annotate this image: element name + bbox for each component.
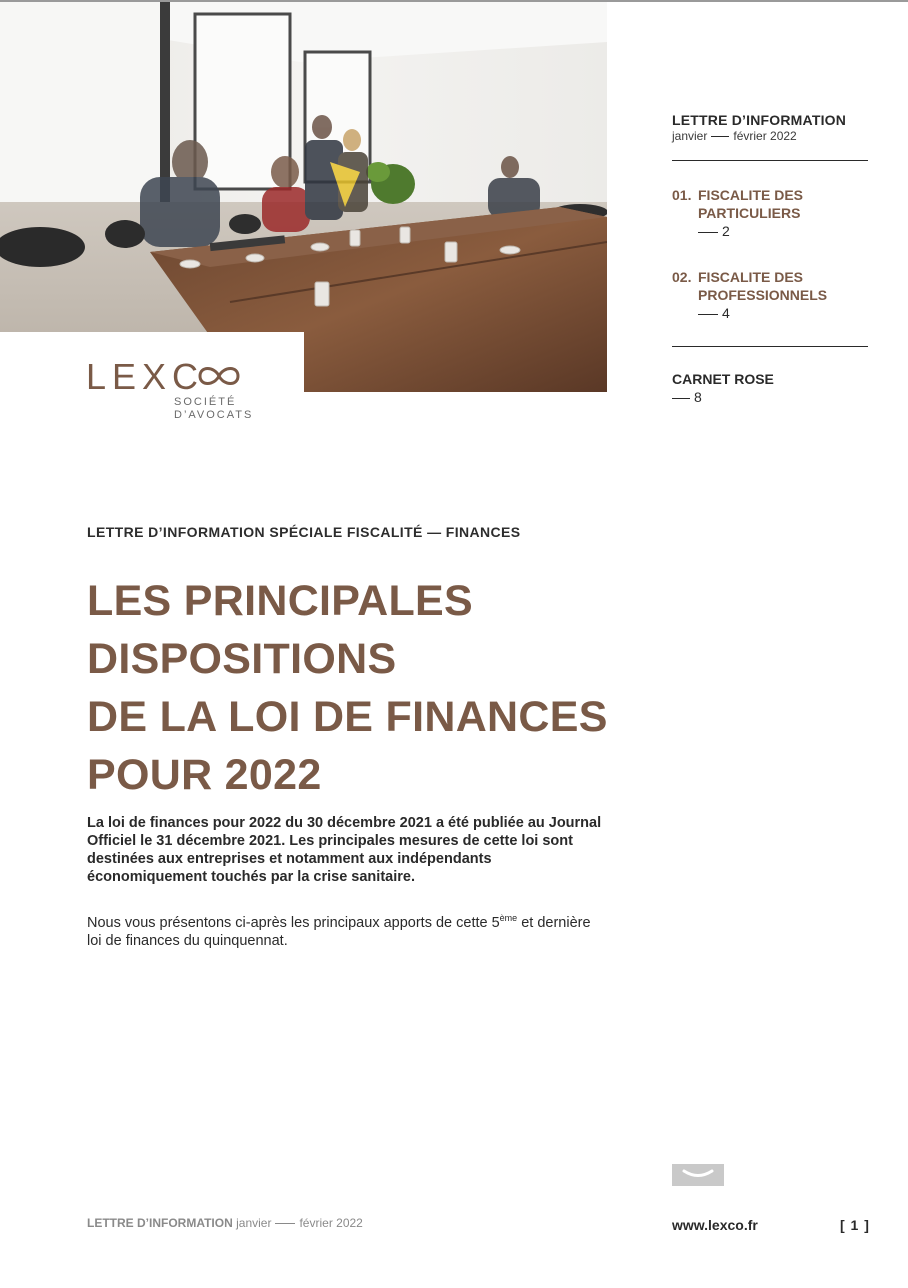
page-title xyxy=(87,572,647,804)
title-line: LES PRINCIPALES xyxy=(87,577,473,625)
toc-item-page-number: 8 xyxy=(694,389,702,405)
toc-item-page xyxy=(672,388,702,406)
toc-item-carnet-rose[interactable]: CARNET ROSE xyxy=(672,371,774,387)
toc-item-page xyxy=(698,304,868,322)
page-number: [ 1 ] xyxy=(840,1217,870,1233)
body-paragraph xyxy=(87,914,609,950)
dash-divider xyxy=(698,232,718,233)
next-page-button[interactable] xyxy=(672,1164,724,1186)
logo-subtitle xyxy=(174,396,253,422)
sidebar-date-end: février 2022 xyxy=(733,129,797,143)
toc-item-number: 02. xyxy=(672,269,692,285)
sidebar-title: LETTRE D’INFORMATION xyxy=(672,112,847,128)
lead-paragraph: La loi de finances pour 2022 du 30 décembre 2021 a été publiée au Journal Officiel le 31 décembre 2021. Les principales mesures de cette loi sont destinées aux entreprises et notamment aux indépendants économiquement touchés par la crise sanitaire. xyxy=(87,815,602,885)
sidebar-rule xyxy=(672,346,868,347)
logo-infinity-icon xyxy=(196,360,242,392)
footer-label xyxy=(87,1216,363,1230)
toc-item-label-line1: FISCALITE DES xyxy=(698,187,804,203)
dash-divider xyxy=(711,136,729,137)
footer-date-end: février 2022 xyxy=(299,1216,363,1230)
sidebar-header xyxy=(672,112,868,144)
chevron-down-icon xyxy=(672,1164,724,1186)
kicker-label: LETTRE D’INFORMATION SPÉCIALE FISCALITÉ — FINANCES xyxy=(87,524,521,540)
dash-divider xyxy=(275,1223,295,1224)
toc-item-professionnels[interactable] xyxy=(672,268,868,322)
footer-date-start: janvier xyxy=(236,1216,272,1230)
toc-item-page-number: 2 xyxy=(722,223,730,239)
title-line: DISPOSITIONS xyxy=(87,635,397,683)
ordinal-suffix: ème xyxy=(499,913,518,924)
sidebar-rule xyxy=(672,160,868,161)
toc-item-number: 01. xyxy=(672,187,692,203)
toc-item-label-line2: PARTICULIERS xyxy=(698,205,801,221)
logo-subtitle-line2: D’AVOCATS xyxy=(174,409,254,421)
body-text-part2: et dernière loi de finances du quinquennat. xyxy=(87,915,591,949)
toc-item-label-line2: PROFESSIONNELS xyxy=(698,287,828,303)
toc-item-particuliers[interactable] xyxy=(672,186,868,240)
title-line: DE LA LOI DE FINANCES xyxy=(87,693,608,741)
dash-divider xyxy=(672,398,690,399)
logo-wordmark: LEXC xyxy=(86,356,205,397)
dash-divider xyxy=(698,314,718,315)
website-link[interactable]: www.lexco.fr xyxy=(672,1217,758,1233)
sidebar-date xyxy=(672,128,868,144)
toc-item-page-number: 4 xyxy=(722,305,730,321)
logo-subtitle-line1: SOCIÉTÉ xyxy=(174,396,237,408)
sidebar-date-start: janvier xyxy=(672,129,708,143)
toc-item-page xyxy=(698,222,868,240)
toc-item-label-line1: FISCALITE DES xyxy=(698,269,804,285)
title-line: POUR 2022 xyxy=(87,751,322,799)
footer-label-bold: LETTRE D’INFORMATION xyxy=(87,1216,233,1230)
body-text-part1: Nous vous présentons ci-après les principaux apports de cette 5 xyxy=(87,915,500,931)
